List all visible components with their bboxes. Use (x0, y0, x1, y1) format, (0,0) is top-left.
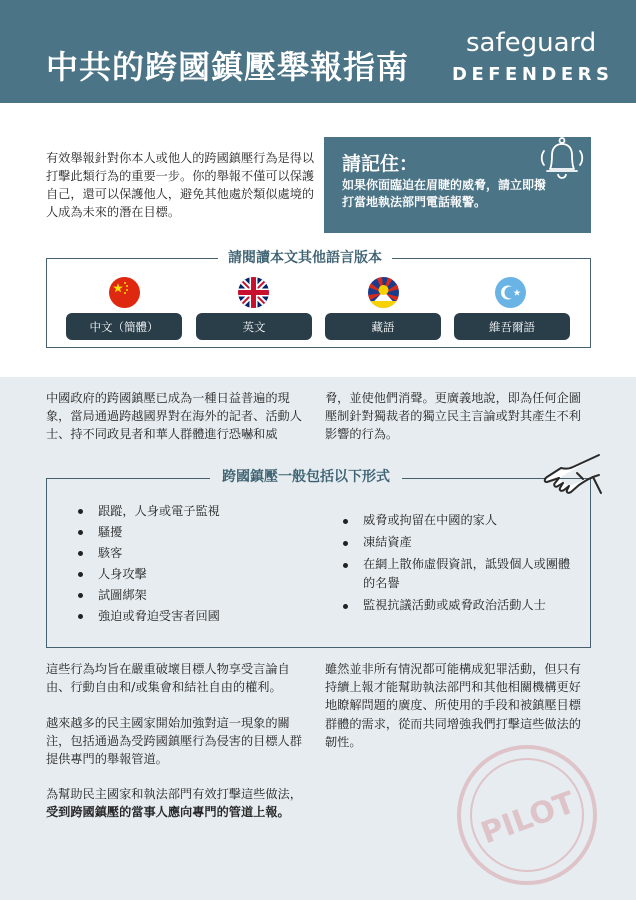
pointing-hand-icon (533, 447, 603, 499)
list-item: 人身攻擊 (78, 564, 318, 585)
stamp-text: PILOT (476, 785, 580, 852)
lang-button-uyghur[interactable]: 維吾爾語 (454, 313, 570, 340)
report-paragraph (46, 785, 314, 821)
report-text: 為幫助民主國家和執法部門有效打擊這些做法， (46, 787, 302, 801)
lang-button-tibetan[interactable]: 藏語 (325, 313, 441, 340)
list-item: 跟蹤，人身或電子監視 (78, 501, 318, 522)
persistence-paragraph: 雖然並非所有情況都可能構成犯罪活動，但只有持續上報才能幫助執法部門和其他相關機構更好地瞭解問題的廣度、所使用的手段和被鎮壓目標群體的需求，從而共同增強我們打擊這些做法的韌性。 (325, 662, 581, 749)
tibet-flag-icon[interactable] (368, 277, 399, 308)
uk-flag-icon[interactable] (238, 277, 269, 308)
democracies-paragraph: 越來越多的民主國家開始加強對這一現象的關注，包括通過為受跨國鎮壓行為侵害的目標人群提供專門的舉報管道。 (46, 716, 302, 767)
intro-paragraph: 有效舉報針對你本人或他人的跨國鎮壓行為是得以打擊此類行為的重要一步。你的舉報不僅可以保護自己，還可以保護他人，避免其他處於類似處境的人成為未來的潛在目標。 (46, 151, 315, 219)
definition-col1: 中國政府的跨國鎮壓已成為一種日益普遍的現象，當局通過跨越國界對在海外的記者、活動人士、持不同政見者和華人群體進行恐嚇和威 (46, 391, 302, 442)
lang-button-simplified-chinese[interactable]: 中文（簡體） (66, 313, 182, 340)
east-turkestan-flag-icon[interactable] (495, 277, 526, 308)
forms-list-left (78, 501, 318, 627)
bell-icon (536, 137, 588, 185)
remember-title: 請記住： (342, 153, 419, 175)
list-item: 騷擾 (78, 522, 318, 543)
page-title: 中共的跨國鎮壓舉報指南 (46, 48, 410, 86)
header-banner (0, 0, 636, 103)
rights-paragraph: 這些行為均旨在嚴重破壞目標人物享受言論自由、行動自由和/或集會和結社自由的權利。 (46, 662, 290, 695)
languages-heading: 請閱讀本文其他語言版本 (218, 247, 392, 267)
list-item: 試圖綁架 (78, 585, 318, 606)
forms-heading: 跨國鎮壓一般包括以下形式 (210, 466, 402, 486)
brand-logo-bottom: DEFENDERS (452, 64, 614, 85)
report-emphasis: 受到跨國鎮壓的當事人應向專門的管道上報。 (46, 805, 290, 820)
list-item: 強迫或脅迫受害者回國 (78, 606, 318, 627)
forms-list-right (343, 511, 579, 615)
pilot-stamp (452, 740, 602, 890)
remember-callout (324, 137, 591, 233)
list-item: 駭客 (78, 543, 318, 564)
list-item: 監視抗議活動或威脅政治活動人士 (343, 596, 579, 615)
china-flag-icon[interactable] (109, 277, 140, 308)
list-item: 在網上散佈虛假資訊，詆毀個人或團體的名譽 (343, 555, 579, 593)
definition-col2: 脅，並使他們消聲。更廣義地說，即為任何企圖壓制針對獨裁者的獨立民主言論或對其產生不利影響的行為。 (325, 391, 581, 442)
brand-logo-top: safeguard (466, 28, 597, 58)
remember-body: 如果你面臨迫在眉睫的威脅，請立即撥打當地執法部門電話報警。 (342, 178, 547, 209)
lang-button-english[interactable]: 英文 (196, 313, 312, 340)
list-item: 威脅或拘留在中國的家人 (343, 511, 579, 530)
list-item: 凍結資產 (343, 533, 579, 552)
